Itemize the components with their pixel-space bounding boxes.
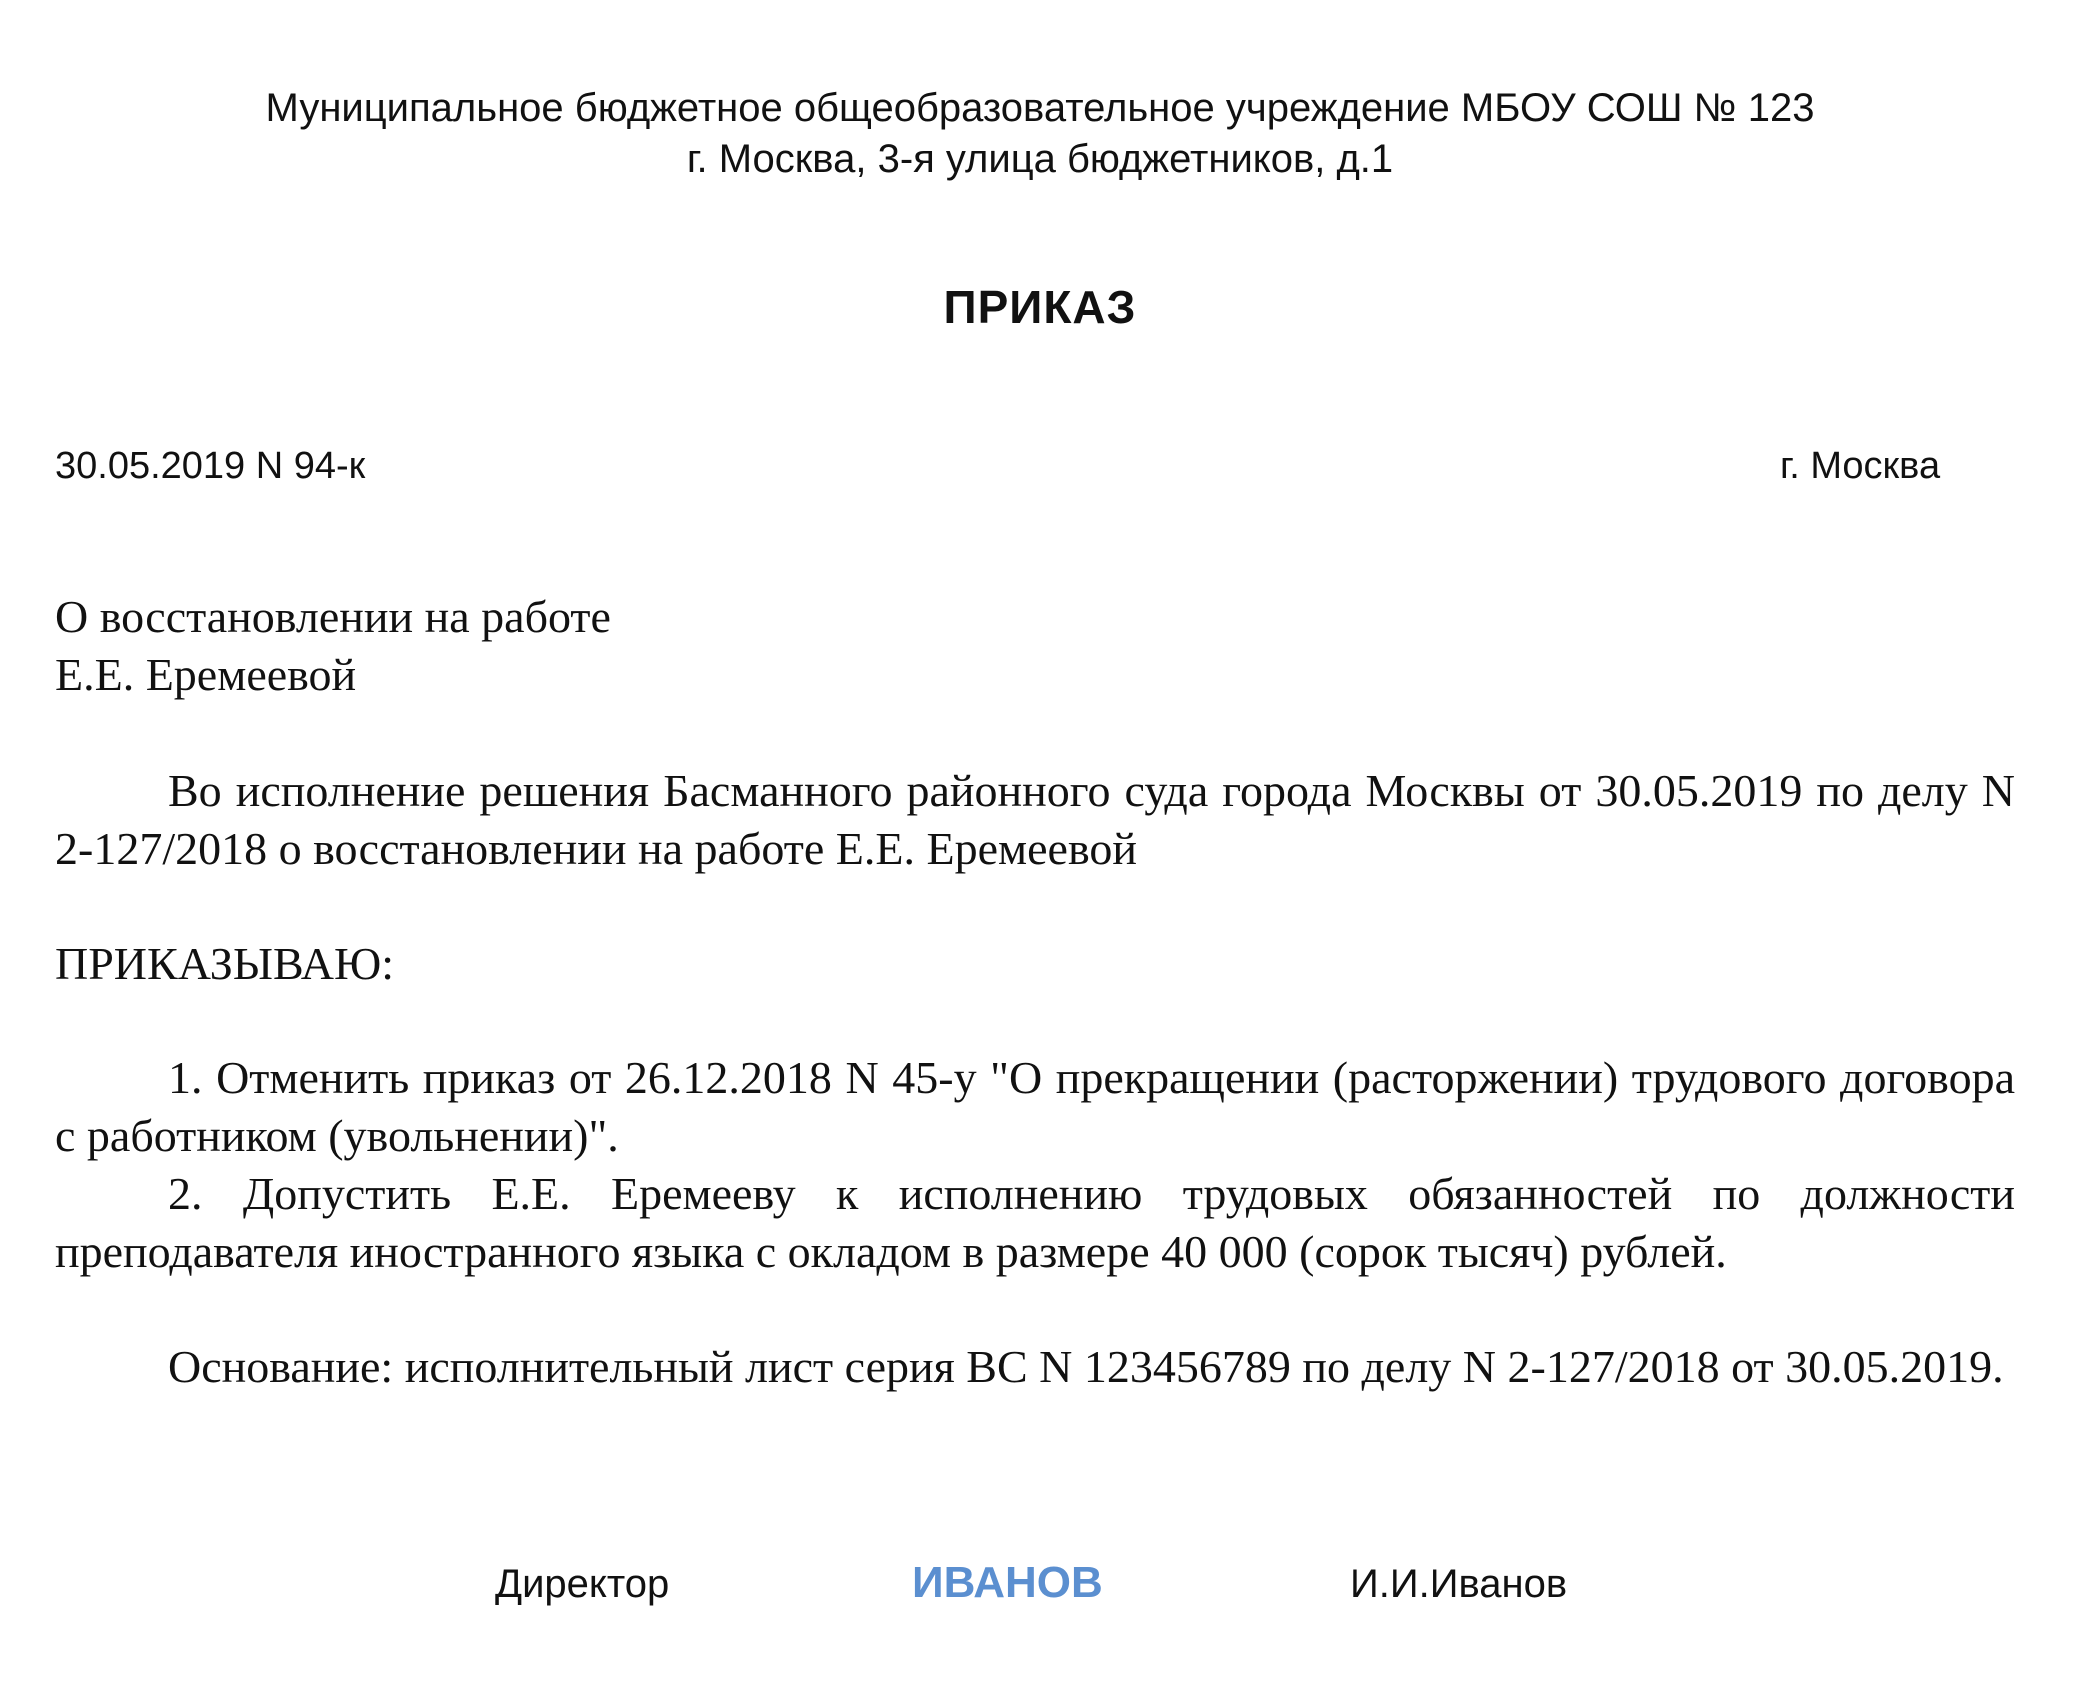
- order-date-number: 30.05.2019 N 94-к: [55, 445, 366, 487]
- order-item-1: 1. Отменить приказ от 26.12.2018 N 45-у "О прекращении (расторжении) трудового договора с работником (увольнении)".: [55, 1052, 2015, 1161]
- basis-paragraph: Основание: исполнительный лист серия ВС N 123456789 по делу N 2-127/2018 от 30.05.2019.: [168, 1341, 2004, 1392]
- preamble-paragraph: Во исполнение решения Басманного районного суда города Москвы от 30.05.2019 по делу N 2-127/2018 о восстановлении на работе Е.Е. Еремеевой: [55, 765, 2015, 874]
- order-subject: [55, 588, 611, 704]
- order-word: ПРИКАЗЫВАЮ:: [55, 938, 395, 989]
- organization-name: Муниципальное бюджетное общеобразовательное учреждение МБОУ СОШ № 123: [265, 86, 1815, 130]
- organization-address: г. Москва, 3-я улица бюджетников, д.1: [686, 137, 1394, 181]
- order-item-2: 2. Допустить Е.Е. Еремееву к исполнению трудовых обязанностей по должности преподавателя иностранного языка с окладом в размере 40 000 (сорок тысяч) рублей.: [55, 1168, 2015, 1277]
- document-title: ПРИКАЗ: [943, 281, 1137, 333]
- order-place: г. Москва: [1780, 445, 1941, 487]
- signature-mark: ИВАНОВ: [912, 1558, 1103, 1607]
- subject-line-2: Е.Е. Еремеевой: [55, 649, 357, 700]
- subject-line-1: О восстановлении на работе: [55, 591, 611, 642]
- signatory-name: И.И.Иванов: [1350, 1562, 1568, 1606]
- signatory-role: Директор: [495, 1562, 670, 1606]
